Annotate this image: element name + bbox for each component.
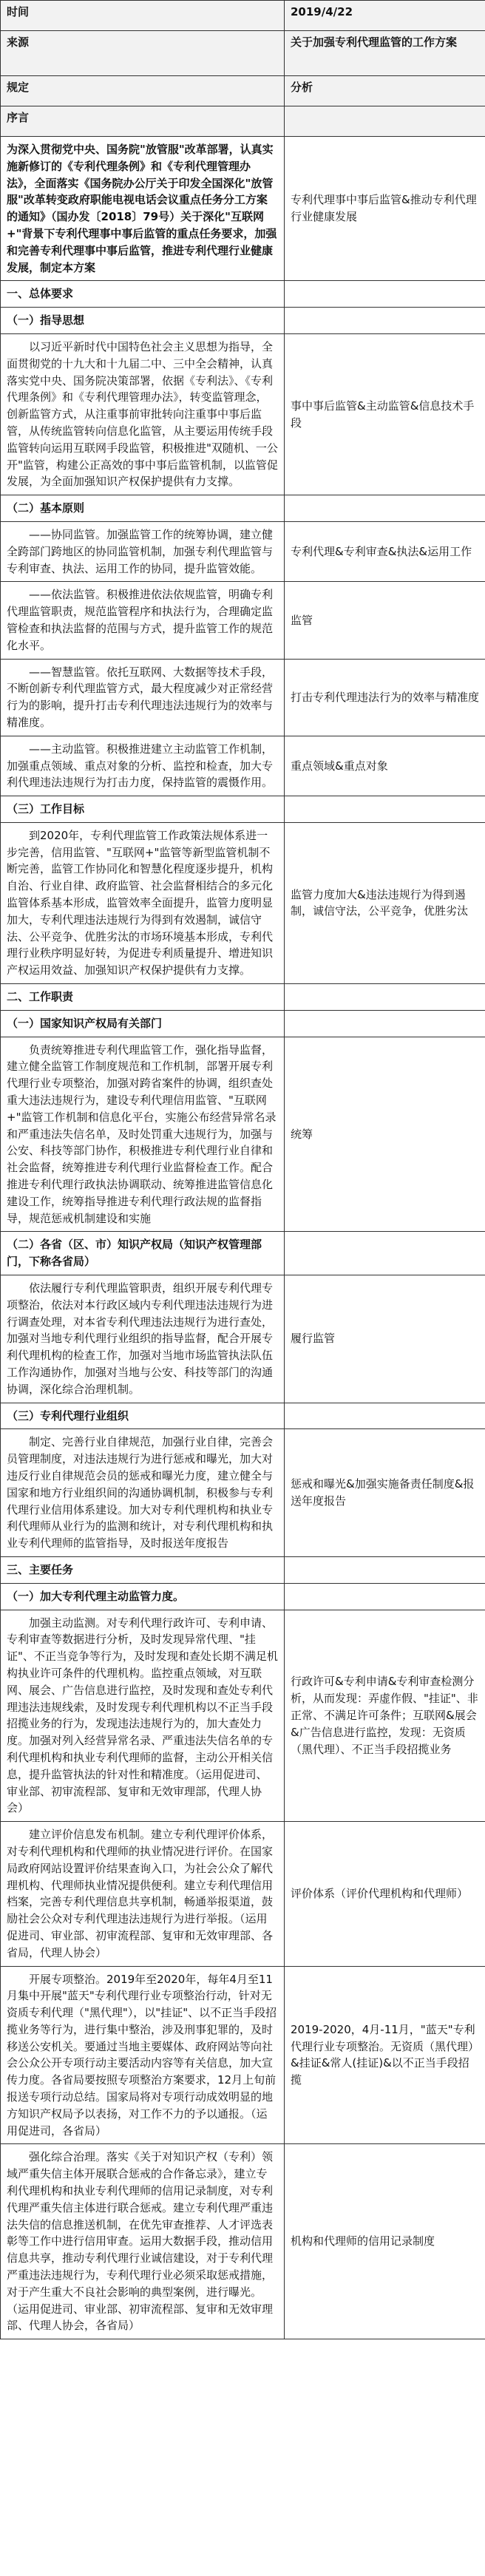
section-heading: 三、主要任务 [1,1556,285,1583]
table-row [1,76,485,106]
subsection-heading: （三）专利代理行业组织 [1,1403,285,1429]
table-row [1,1610,485,1822]
rule-paragraph: ——依法监管。积极推进依法依规监管，明确专利代理监管职责，规范监管程序和执法行为，合理确定监管检查和执法监督的范围与方式，提升监管工作的规范化水平。 [1,582,285,659]
intro-text: 为深入贯彻党中央、国务院"放管服"改革部署，认真实施新修订的《专利代理条例》和《专利代理管理办法》，全面落实《国务院办公厅关于印发全国深化"放管服"改革转变政府职能电视电话会议重点任务分工方案的通知》（国办发〔2018〕79号）关于深化"互联网+"背景下专利代理事中事后监管的重点任务要求，加强和完善专利代理事中事后监管，推进专利代理行业健康发展，制定本方案 [1,137,285,281]
analysis-cell: 行政许可&专利申请&专利审查检测分析，从而发现：弄虚作假、"挂证"、非正常、不满足许可条件；互联网&展会&广告信息进行监控，发现：无资质（黑代理）、不正当手段招揽业务 [285,1610,485,1822]
table-row [1,1403,485,1429]
table-row [1,1583,485,1610]
analysis-cell: 打击专利代理违法行为的效率与精准度 [285,659,485,736]
rule-paragraph: 依法履行专利代理监管职责，组织开展专利代理专项整治，依法对本行政区域内专利代理违法违规行为进行调查处理，对本省专利代理违法违规行为进行查处，加强对当地专利代理行业组织的指导监督，配合开展专利代理机构的检查工作，加强对当地市场监管执法队伍工作沟通协作，加强对当地与公安、科技等部门的沟通协调，深化综合治理机制。 [1,1275,285,1403]
subsection-heading: （二）各省（区、市）知识产权局（知识产权管理部门，下称各省局） [1,1232,285,1275]
preface-analysis [285,106,485,137]
table-row [1,308,485,334]
subsection-analysis-cell [285,1232,485,1275]
rule-paragraph: 到2020年，专利代理监管工作政策法规体系进一步完善，信用监管、"互联网+"监管等新型监管机制不断完善，监管工作协同化和智慧化程度逐步提升，机构自治、行业自律、政府监管、社会监督相结合的多元化监管体系基本形成，监管效率全面提升，监管力度明显加大，专利代理违法违规行为得到有效遏制，诚信守法、公平竞争、优胜劣汰的市场环境基本形成，专利代理行业秩序明显好转，为促进专利质量提升、增进知识产权运用效益、加强知识产权保护提供有力支撑。 [1,822,285,983]
analysis-cell: 监管力度加大&违法违规行为得到遏制，诚信守法，公平竞争，优胜劣汰 [285,822,485,983]
subsection-heading: （二）基本原则 [1,495,285,522]
table-row [1,1232,485,1275]
table-row [1,736,485,796]
rule-paragraph: 强化综合治理。落实《关于对知识产权（专利）领域严重失信主体开展联合惩戒的合作备忘录》，建立专利代理机构和执业专利代理师的信用记录制度，对专利代理严重失信主体进行联合惩戒。建立专利代理严重违法失信的信息推送机制，在优先审查推荐、人才评选表彰等工作中进行信用审查。运用大数据手段，推动信用信息共享，推动专利代理行业诚信建设，对于专利代理严重违法违规行为，专利代理行业必须采取惩戒措施，对于产生重大不良社会影响的典型案例，进行曝光。（运用促进司、审业部、初审流程部、复审和无效审理部、代理人协会，各省局） [1,2144,285,2339]
table-row [1,2144,485,2339]
table-row [1,521,485,581]
analysis-cell: 评价体系（评价代理机构和代理师） [285,1822,485,1966]
analysis-cell: 惩戒和曝光&加强实施备责任制度&报送年度报告 [285,1429,485,1557]
subsection-heading: （一）指导思想 [1,308,285,334]
table-row [1,1429,485,1557]
table-row [1,1010,485,1037]
intro-analysis: 专利代理事中事后监管&推动专利代理行业健康发展 [285,137,485,281]
rule-paragraph: 开展专项整治。2019年至2020年，每年4月至11月集中开展"蓝天"专利代理行业专项整治行动，针对无资质专利代理（"黑代理"），以"挂证"、以不正当手段招揽业务等行为，进行集中整治，涉及刑事犯罪的，及时移送公安机关。要通过当地主要媒体、政府网站等向社会公众公开专项行动主要活动内容等有关信息，加大宣传力度。各省局要按照专项整治方案要求，12月上旬前报送专项行动总结。国家局将对专项行动成效明显的地方知识产权局予以表扬，对工作不力的予以通报。（运用促进司，各省局） [1,1966,285,2144]
rule-paragraph: 加强主动监测。对专利代理行政许可、专利申请、专利审查等数据进行分析，及时发现异常代理、"挂证"、不正当竞争等行为，及时发现和查处长期不满足机构执业许可条件的代理机构。监控重点领域，对互联网、展会、广告信息进行监控，及时发现和查处专利代理违法违规线索，及时发现专利代理机构以不正当手段招揽业务的行为，发现违法违规行为的，加大查处力度。加强对列入经营异常名录、严重违法失信名单的专利代理机构和执业专利代理师的监督，主动公开相关信息，提升监管执法的针对性和精准度。（运用促进司、审业部、初审流程部、复审和无效审理部，代理人协会） [1,1610,285,1822]
subsection-heading: （三）工作目标 [1,796,285,823]
table-row [1,1275,485,1403]
table-row [1,333,485,495]
analysis-label: 分析 [285,76,485,106]
section-heading: 一、总体要求 [1,281,285,308]
table-row [1,796,485,823]
table-row [1,31,485,76]
time-label: 时间 [1,1,285,31]
table-row [1,582,485,659]
rule-paragraph: 制定、完善行业自律规范，加强行业自律，完善会员管理制度，对违法违规行为进行惩戒和曝光，加大对违反行业自律规范会员的惩戒和曝光力度，建立健全与国家和地方行业组织间的沟通协调机制，积极参与专利代理行业信用体系建设。加大对专利代理机构和执业专利代理师从业行为的监测和统计，对专利代理机构和执业专利代理师的监管指导，及时报送年度报告 [1,1429,285,1557]
analysis-cell: 机构和代理师的信用记录制度 [285,2144,485,2339]
source-label: 来源 [1,31,285,76]
table-row [1,106,485,137]
rule-paragraph: 以习近平新时代中国特色社会主义思想为指导，全面贯彻党的十九大和十九届二中、三中全会精神，认真落实党中央、国务院决策部署，依据《专利法》、《专利代理条例》和《专利代理管理办法》，转变监管理念，创新监管方式，从注重事前审批转向注重事中事后监管，从传统监管转向信息化监管，从主要运用传统手段监管转向运用互联网手段监管，积极推进"双随机、一公开"监管，构建公正高效的事中事后监管机制，以监管促发展，为全面加强知识产权保护提供有力支撑。 [1,333,285,495]
analysis-cell: 重点领域&重点对象 [285,736,485,796]
table-row [1,822,485,983]
subsection-heading: （一）国家知识产权局有关部门 [1,1010,285,1037]
analysis-cell: 监管 [285,582,485,659]
table-row [1,659,485,736]
section-analysis-cell [285,984,485,1011]
subsection-analysis-cell [285,1010,485,1037]
subsection-analysis-cell [285,1583,485,1610]
table-row [1,1822,485,1966]
rule-paragraph: ——协同监管。加强监管工作的统筹协调，建立健全跨部门跨地区的协同监管机制，加强专利代理监管与专利审查、执法、运用工作的协同，提升监管效能。 [1,521,285,581]
analysis-cell: 统筹 [285,1037,485,1232]
table-row [1,984,485,1011]
rule-paragraph: 建立评价信息发布机制。建立专利代理评价体系，对专利代理机构和代理师的执业情况进行评价。在国家局政府网站设置评价结果查询入口，为社会公众了解代理机构、代理师执业情况提供便利。建立专利代理信用档案，完善专利代理信息共享机制，畅通举报渠道，鼓励社会公众对专利代理违法违规行为进行举报。（运用促进司、审业部、初审流程部、复审和无效审理部、各省局，代理人协会） [1,1822,285,1966]
section-analysis-cell [285,1556,485,1583]
table-row [1,1556,485,1583]
table-body [1,1,485,2339]
table-row [1,1037,485,1232]
preface-label: 序言 [1,106,285,137]
subsection-heading: （一）加大专利代理主动监管力度。 [1,1583,285,1610]
rule-paragraph: ——智慧监管。依托互联网、大数据等技术手段，不断创新专利代理监管方式，最大程度减少对正常经营行为的影响，提升打击专利代理违法违规行为的效率与精准度。 [1,659,285,736]
section-analysis-cell [285,281,485,308]
table-row [1,281,485,308]
time-value: 2019/4/22 [285,1,485,31]
analysis-cell: 专利代理&专利审查&执法&运用工作 [285,521,485,581]
source-value: 关于加强专利代理监管的工作方案 [285,31,485,76]
section-heading: 二、工作职责 [1,984,285,1011]
rule-paragraph: ——主动监管。积极推进建立主动监管工作机制，加强重点领域、重点对象的分析、监控和检查，加大专利代理违法违规行为打击力度，保持监管的震慑作用。 [1,736,285,796]
table-row [1,1,485,31]
analysis-cell: 事中事后监管&主动监管&信息技术手段 [285,333,485,495]
table-row [1,137,485,281]
rule-label: 规定 [1,76,285,106]
subsection-analysis-cell [285,796,485,823]
subsection-analysis-cell [285,308,485,334]
table-row [1,1966,485,2144]
analysis-cell: 履行监管 [285,1275,485,1403]
table-row [1,495,485,522]
subsection-analysis-cell [285,495,485,522]
rule-paragraph: 负责统筹推进专利代理监管工作，强化指导监督，建立健全监管工作制度规范和工作机制，部署开展专利代理行业专项整治，加强对跨省案件的协调，组织查处重大违法违规行为，建设专利代理信用监管、"互联网+"监管工作机制和信息化平台，实施公布经营异常名录和严重违法失信名单，及时处罚重大违规行为，加强与公安、科技等部门协作，积极推进专利代理行业自律和社会监督，统筹推进专利代理行业监督检查工作。配合推进专利代理行政执法协调联动、统筹推进监管信息化建设工作，统筹指导推进专利代理行政法规的监督指导，规范惩戒机制建设和实施 [1,1037,285,1232]
analysis-cell: 2019-2020，4月-11月，"蓝天"专利代理行业专项整治。无资质（黑代理）&挂证&常人(挂证)&以不正当手段招揽 [285,1966,485,2144]
subsection-analysis-cell [285,1403,485,1429]
